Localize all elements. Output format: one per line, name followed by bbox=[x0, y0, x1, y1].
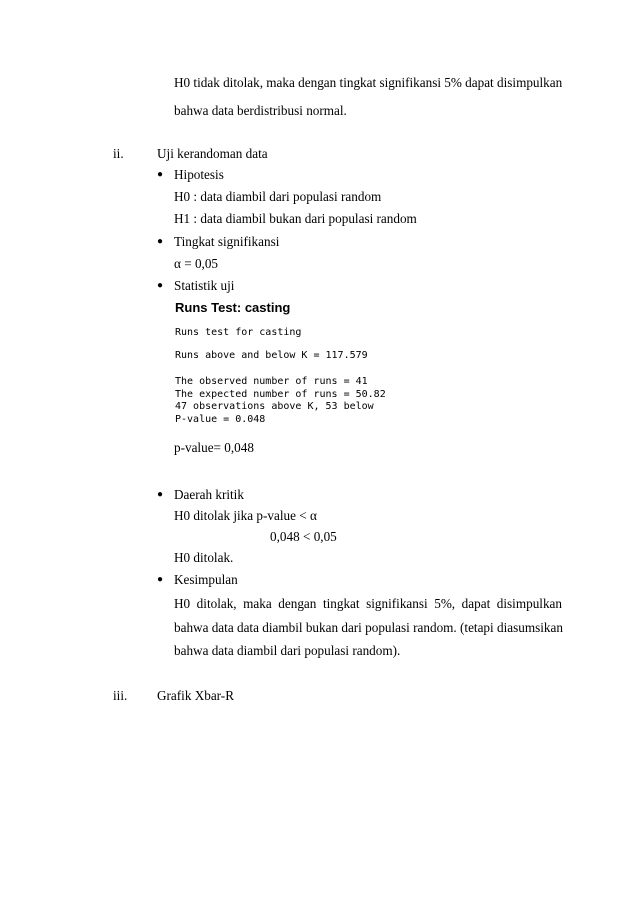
section-ii-title: Uji kerandoman data bbox=[157, 146, 268, 161]
normality-conclusion-line-1: H0 tidak ditolak, maka dengan tingkat signifikansi 5% dapat disimpulkan bbox=[174, 75, 563, 90]
daerah-kritik-result: H0 ditolak. bbox=[174, 550, 234, 565]
minitab-output-line: 47 observations above K, 53 below bbox=[175, 401, 374, 412]
hipotesis-h1: H1 : data diambil bukan dari populasi random bbox=[174, 211, 417, 226]
bullet-icon: ● bbox=[157, 169, 164, 180]
section-iii-title: Grafik Xbar-R bbox=[157, 688, 234, 703]
section-ii-number: ii. bbox=[113, 146, 124, 161]
kesimpulan-label: Kesimpulan bbox=[174, 572, 238, 587]
hipotesis-label: Hipotesis bbox=[174, 167, 224, 182]
minitab-output-line: Runs above and below K = 117.579 bbox=[175, 350, 368, 361]
statistik-label: Statistik uji bbox=[174, 278, 235, 293]
minitab-output-title: Runs Test: casting bbox=[175, 300, 291, 315]
minitab-output-line: The expected number of runs = 50.82 bbox=[175, 389, 386, 400]
bullet-icon: ● bbox=[157, 489, 164, 500]
minitab-output-line: The observed number of runs = 41 bbox=[175, 376, 368, 387]
alpha-value: α = 0,05 bbox=[174, 256, 219, 271]
signifikansi-label: Tingkat signifikansi bbox=[174, 234, 280, 249]
normality-conclusion-line-2: bahwa data berdistribusi normal. bbox=[174, 103, 347, 118]
daerah-kritik-label: Daerah kritik bbox=[174, 487, 244, 502]
kesimpulan-line-1: H0 ditolak, maka dengan tingkat signifikansi 5%, dapat disimpulkan bbox=[174, 596, 562, 611]
hipotesis-h0: H0 : data diambil dari populasi random bbox=[174, 189, 382, 204]
daerah-kritik-comparison: 0,048 < 0,05 bbox=[270, 529, 337, 544]
minitab-output-line: P-value = 0.048 bbox=[175, 414, 266, 425]
bullet-icon: ● bbox=[157, 574, 164, 585]
kesimpulan-line-3: bahwa data diambil dari populasi random). bbox=[174, 643, 401, 658]
kesimpulan-line-2: bahwa data data diambil bukan dari populasi random. (tetapi diasumsikan bbox=[174, 620, 563, 635]
bullet-icon: ● bbox=[157, 280, 164, 291]
daerah-kritik-rule: H0 ditolak jika p-value < α bbox=[174, 508, 317, 523]
section-iii-number: iii. bbox=[113, 688, 128, 703]
bullet-icon: ● bbox=[157, 236, 164, 247]
minitab-output-line: Runs test for casting bbox=[175, 327, 302, 338]
pvalue-text: p-value= 0,048 bbox=[174, 440, 254, 455]
